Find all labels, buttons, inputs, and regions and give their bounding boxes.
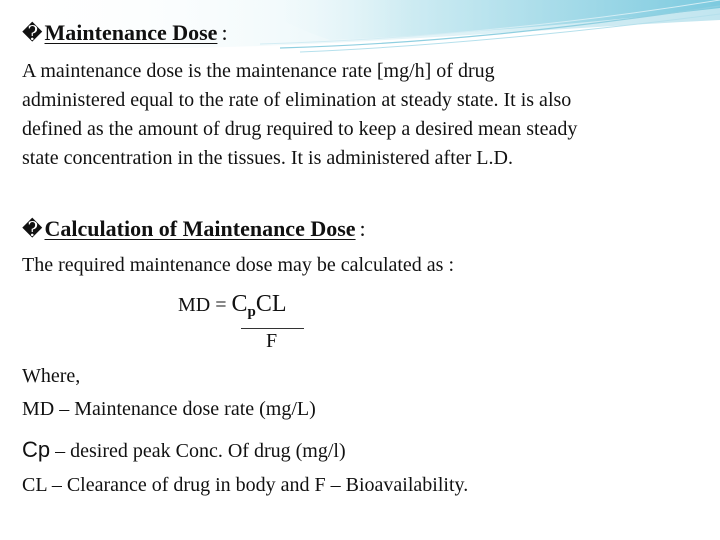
- maintenance-dose-definition: [22, 57, 702, 173]
- maintenance-dose-heading: [22, 20, 228, 46]
- cl-definition: CL – Clearance of drug in body and F – Bioavailability.: [22, 474, 469, 496]
- paragraph-line: defined as the amount of drug required to keep a desired mean steady: [22, 118, 578, 140]
- formula-lhs: MD =: [178, 294, 227, 316]
- maintenance-dose-title: Maintenance Dose: [44, 20, 218, 45]
- formula-numerator-row: [178, 291, 287, 321]
- formula-denominator: F: [266, 330, 278, 352]
- formula-subscript-p: p: [247, 304, 256, 320]
- calculation-title: Calculation of Maintenance Dose: [44, 216, 356, 241]
- paragraph-line: administered equal to the rate of elimination at steady state. It is also: [22, 89, 572, 111]
- bullet-glyph: �: [22, 219, 43, 241]
- fraction-bar: [241, 328, 304, 329]
- cp-abbreviation: Cp: [22, 437, 51, 462]
- heading-colon: :: [359, 216, 366, 241]
- heading-colon: :: [221, 20, 228, 45]
- md-definition: MD – Maintenance dose rate (mg/L): [22, 398, 316, 420]
- where-label: Where,: [22, 365, 81, 387]
- formula-cl: CL: [255, 291, 287, 317]
- cp-description: – desired peak Conc. Of drug (mg/l): [50, 440, 346, 462]
- cp-definition: [22, 437, 346, 463]
- paragraph-line: A maintenance dose is the maintenance rate [mg/h] of drug: [22, 60, 495, 82]
- calculation-intro: The required maintenance dose may be calculated as :: [22, 254, 455, 276]
- calculation-heading: [22, 216, 366, 242]
- paragraph-line: state concentration in the tissues. It is administered after L.D.: [22, 147, 513, 169]
- bullet-glyph: �: [22, 23, 43, 45]
- formula-c: C: [231, 291, 248, 317]
